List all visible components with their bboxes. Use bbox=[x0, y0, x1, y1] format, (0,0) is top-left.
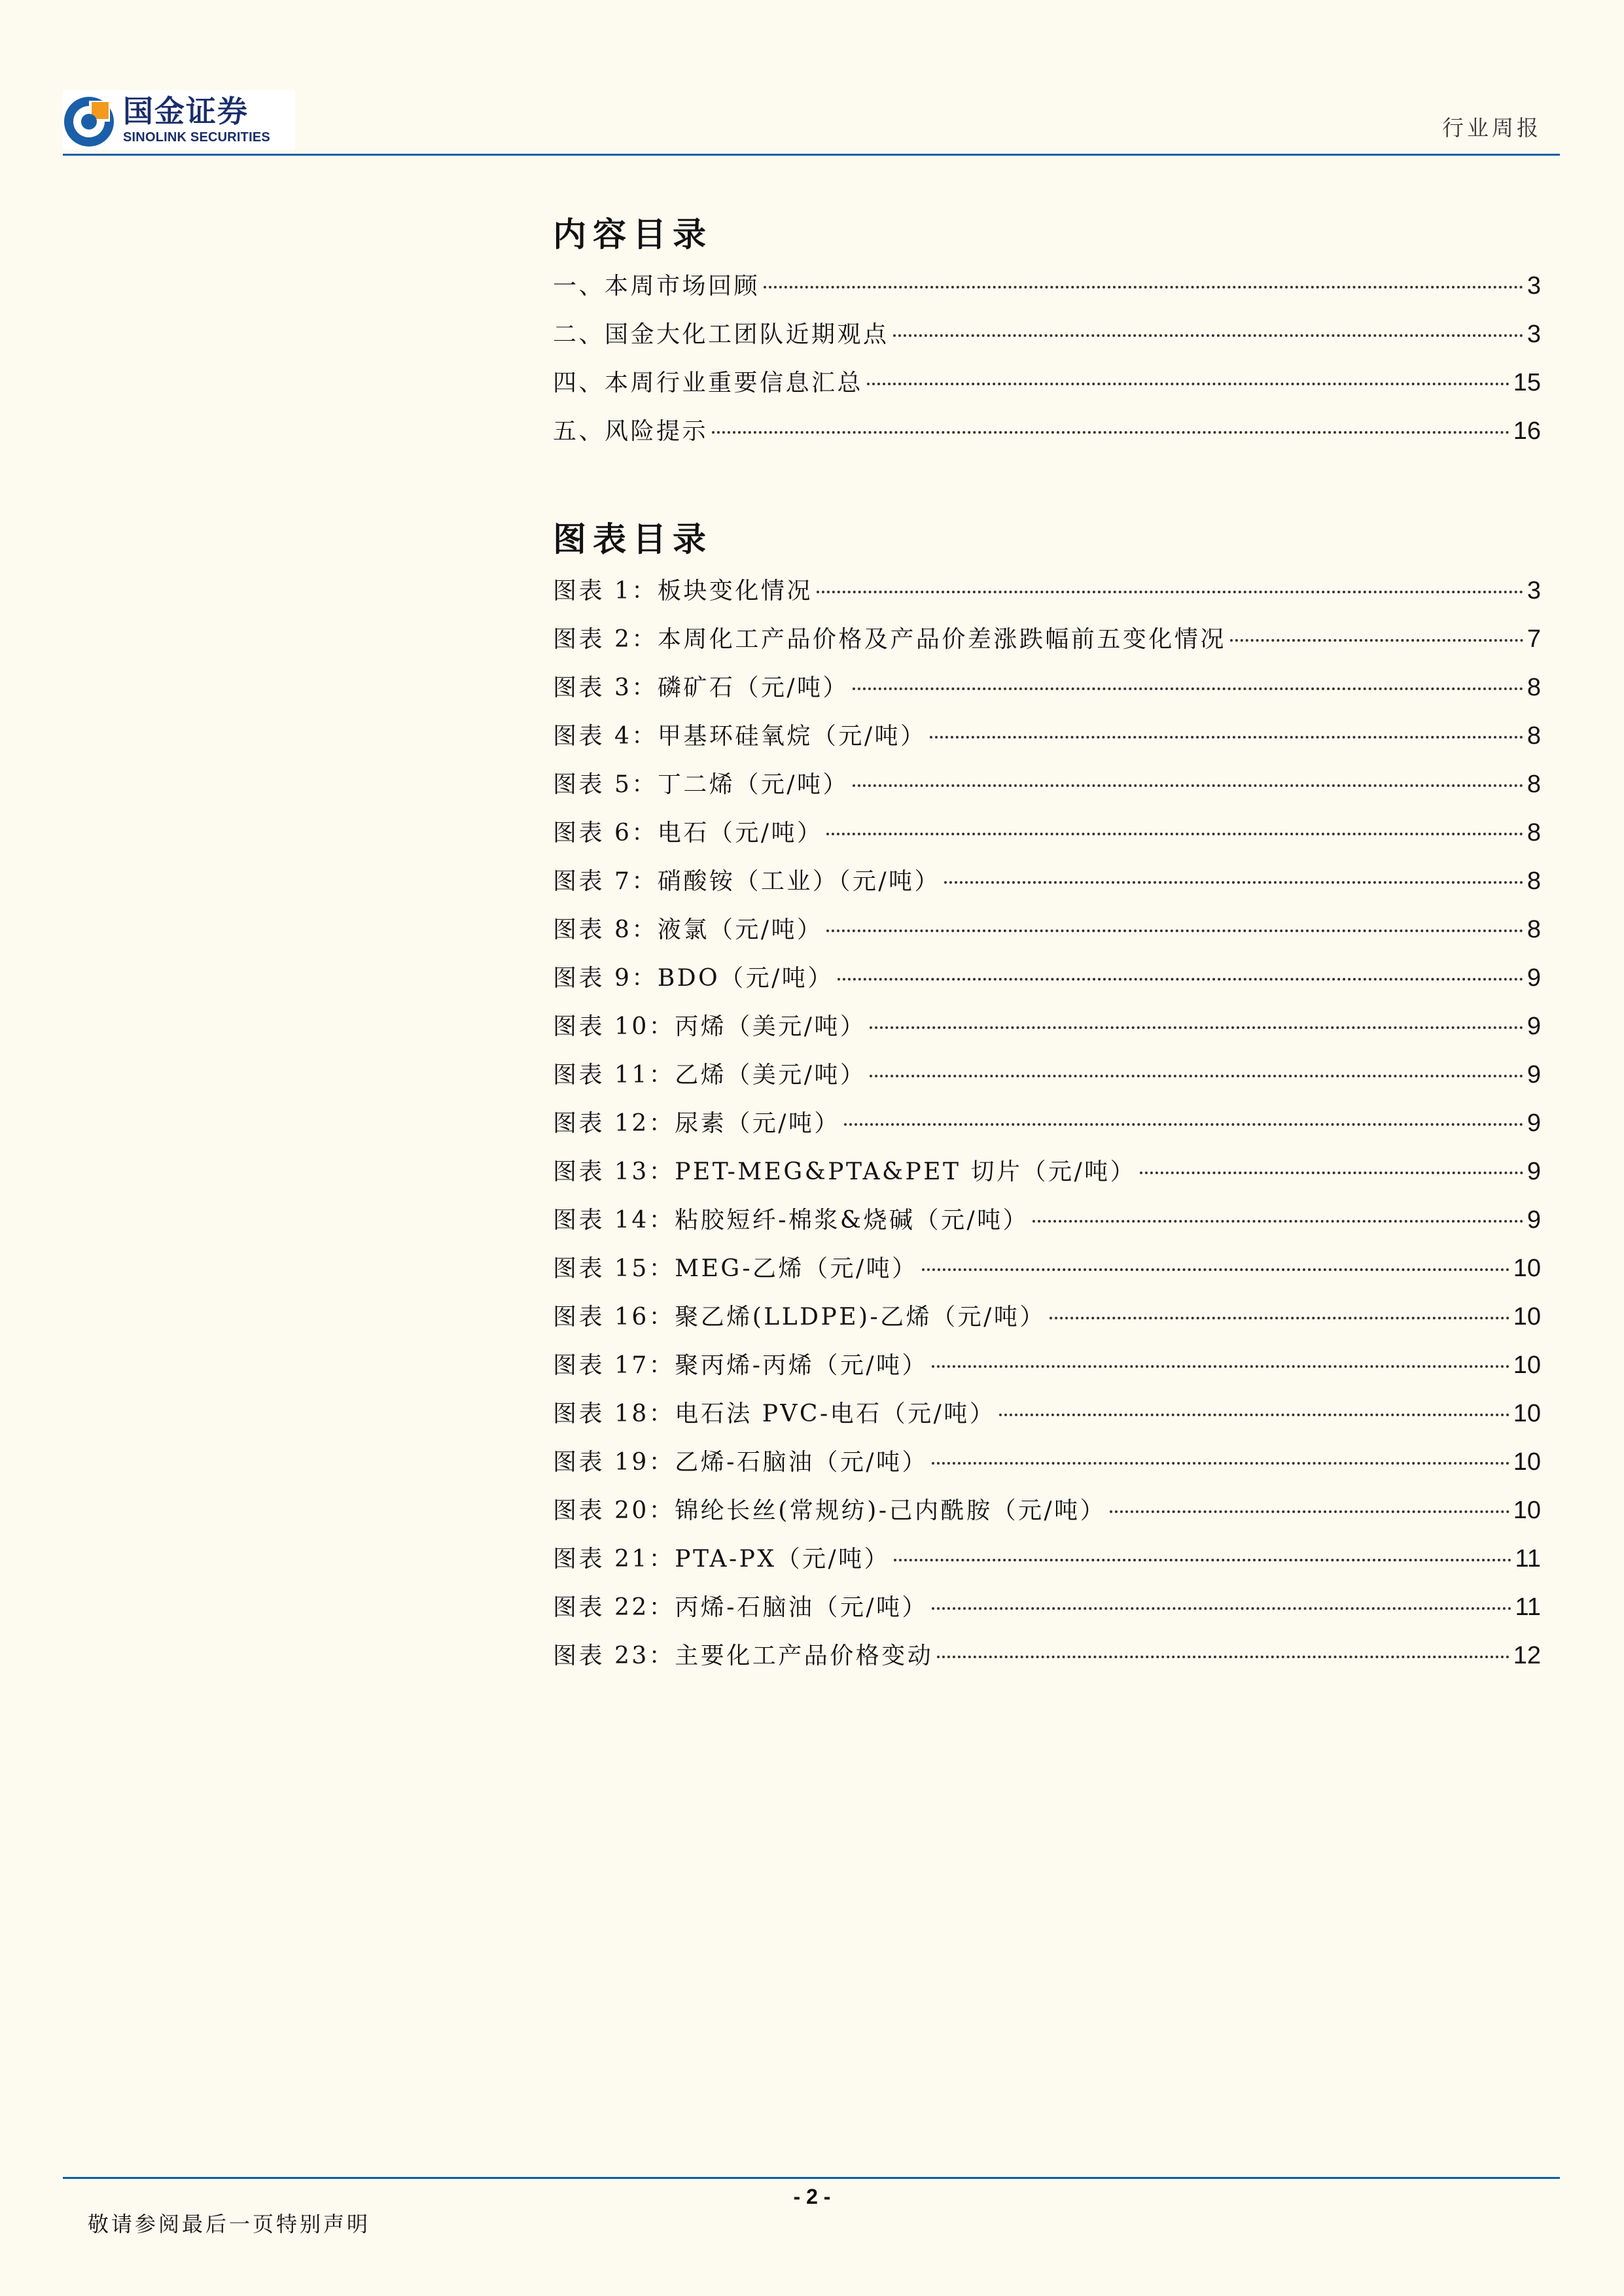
figure-entry[interactable] bbox=[553, 1293, 1541, 1341]
dot-leader bbox=[932, 1365, 1509, 1368]
figure-entry-label: 图表 8：液氯（元/吨） bbox=[553, 916, 823, 943]
figure-entry-page: 8 bbox=[1527, 916, 1541, 943]
contents-title: 内容目录 bbox=[553, 216, 713, 254]
figure-entry-page: 9 bbox=[1527, 1158, 1541, 1185]
dot-leader bbox=[712, 431, 1509, 434]
figure-entry-label: 图表 13：PET-MEG&PTA&PET 切片（元/吨） bbox=[553, 1158, 1137, 1185]
figure-entry[interactable] bbox=[553, 1196, 1541, 1244]
dot-leader bbox=[853, 784, 1523, 787]
toc-entry-page: 3 bbox=[1527, 272, 1541, 300]
header-divider bbox=[63, 154, 1560, 156]
toc-entry[interactable] bbox=[553, 358, 1541, 407]
figure-entry-label: 图表 4：甲基环硅氧烷（元/吨） bbox=[553, 723, 927, 750]
dot-leader bbox=[853, 687, 1523, 690]
figure-entry[interactable] bbox=[553, 1341, 1541, 1389]
dot-leader bbox=[944, 881, 1523, 884]
dot-leader bbox=[932, 1462, 1509, 1465]
dot-leader bbox=[844, 1123, 1523, 1126]
figure-entry-label: 图表 2：本周化工产品价格及产品价差涨跌幅前五变化情况 bbox=[553, 626, 1226, 653]
figure-entry-page: 8 bbox=[1527, 819, 1541, 846]
dot-leader bbox=[932, 1607, 1511, 1610]
figure-entry-label: 图表 16：聚乙烯(LLDPE)-乙烯（元/吨） bbox=[553, 1304, 1046, 1331]
figure-entry[interactable] bbox=[553, 857, 1541, 905]
contents-list bbox=[553, 262, 1541, 455]
logo-english-name: SINOLINK SECURITIES bbox=[123, 130, 270, 145]
figure-entry[interactable] bbox=[553, 1583, 1541, 1631]
report-type: 行业周报 bbox=[1442, 115, 1542, 141]
figure-entry-label: 图表 6：电石（元/吨） bbox=[553, 820, 823, 846]
figure-entry-page: 11 bbox=[1515, 1545, 1541, 1573]
figure-entry[interactable] bbox=[553, 1002, 1541, 1051]
figure-entry[interactable] bbox=[553, 615, 1541, 663]
figure-entry-page: 10 bbox=[1513, 1448, 1541, 1476]
figure-entry-page: 9 bbox=[1527, 964, 1541, 992]
figure-entry-label: 图表 23：主要化工产品价格变动 bbox=[553, 1643, 934, 1669]
figures-title: 图表目录 bbox=[553, 521, 713, 559]
page-header bbox=[0, 0, 1624, 157]
figure-entry-label: 图表 21：PTA-PX（元/吨） bbox=[553, 1546, 891, 1573]
figure-entry[interactable] bbox=[553, 1535, 1541, 1583]
page-number: - 2 - bbox=[793, 2185, 831, 2208]
figure-entry[interactable] bbox=[553, 663, 1541, 712]
disclaimer-note: 敬请参阅最后一页特别声明 bbox=[88, 2212, 371, 2236]
figure-entry-page: 10 bbox=[1513, 1400, 1541, 1427]
figure-entry-label: 图表 19：乙烯-石脑油（元/吨） bbox=[553, 1449, 928, 1476]
dot-leader bbox=[922, 1268, 1509, 1271]
figures-list bbox=[553, 566, 1541, 1680]
dot-leader bbox=[1033, 1220, 1523, 1223]
logo-chinese-name: 国金证券 bbox=[123, 94, 249, 129]
toc-entry[interactable] bbox=[553, 262, 1541, 310]
figure-entry-page: 9 bbox=[1527, 1061, 1541, 1088]
figure-entry-page: 9 bbox=[1527, 1109, 1541, 1137]
figure-entry-label: 图表 5：丁二烯（元/吨） bbox=[553, 771, 849, 798]
toc-entry[interactable] bbox=[553, 407, 1541, 455]
dot-leader bbox=[1110, 1510, 1509, 1513]
figure-entry[interactable] bbox=[553, 1631, 1541, 1680]
dot-leader bbox=[1230, 639, 1523, 642]
dot-leader bbox=[826, 930, 1523, 932]
toc-entry-label: 四、本周行业重要信息汇总 bbox=[553, 370, 864, 396]
figure-entry-label: 图表 12：尿素（元/吨） bbox=[553, 1110, 840, 1137]
sinolink-logo-icon bbox=[63, 96, 115, 148]
figure-entry-page: 9 bbox=[1527, 1206, 1541, 1234]
figure-entry-page: 8 bbox=[1527, 722, 1541, 750]
figures-section bbox=[553, 514, 1541, 1680]
figure-entry-label: 图表 22：丙烯-石脑油（元/吨） bbox=[553, 1594, 928, 1621]
dot-leader bbox=[764, 286, 1523, 288]
figure-entry[interactable] bbox=[553, 1486, 1541, 1535]
toc-entry-page: 15 bbox=[1513, 369, 1541, 396]
figure-entry-label: 图表 9：BDO（元/吨） bbox=[553, 965, 834, 992]
toc-entry-label: 五、风险提示 bbox=[553, 418, 709, 445]
figure-entry[interactable] bbox=[553, 1244, 1541, 1293]
figure-entry-label: 图表 1：板块变化情况 bbox=[553, 578, 813, 604]
figure-entry[interactable] bbox=[553, 1438, 1541, 1486]
figure-entry-page: 9 bbox=[1527, 1013, 1541, 1040]
figure-entry-page: 10 bbox=[1513, 1303, 1541, 1331]
figure-entry-label: 图表 10：丙烯（美元/吨） bbox=[553, 1013, 866, 1040]
figure-entry[interactable] bbox=[553, 566, 1541, 615]
dot-leader bbox=[893, 334, 1523, 337]
figure-entry-page: 10 bbox=[1513, 1351, 1541, 1379]
figure-entry-page: 8 bbox=[1527, 771, 1541, 798]
dot-leader bbox=[894, 1559, 1511, 1561]
dot-leader bbox=[1140, 1172, 1523, 1174]
figure-entry-label: 图表 3：磷矿石（元/吨） bbox=[553, 674, 849, 701]
figure-entry-label: 图表 11：乙烯（美元/吨） bbox=[553, 1062, 866, 1088]
figure-entry-page: 10 bbox=[1513, 1255, 1541, 1282]
figure-entry-label: 图表 7：硝酸铵（工业）（元/吨） bbox=[553, 868, 940, 895]
figure-entry[interactable] bbox=[553, 954, 1541, 1002]
table-of-contents bbox=[553, 209, 1541, 1680]
sinolink-logo bbox=[63, 90, 295, 149]
figure-entry[interactable] bbox=[553, 809, 1541, 857]
toc-entry-label: 一、本周市场回顾 bbox=[553, 273, 760, 300]
toc-entry[interactable] bbox=[553, 310, 1541, 358]
contents-section bbox=[553, 209, 1541, 455]
figure-entry-page: 10 bbox=[1513, 1497, 1541, 1524]
figure-entry-page: 7 bbox=[1527, 625, 1541, 653]
dot-leader bbox=[937, 1656, 1509, 1658]
figure-entry[interactable] bbox=[553, 1147, 1541, 1196]
toc-entry-page: 3 bbox=[1527, 321, 1541, 348]
figure-entry-label: 图表 15：MEG-乙烯（元/吨） bbox=[553, 1255, 918, 1282]
dot-leader bbox=[870, 1026, 1523, 1029]
dot-leader bbox=[870, 1075, 1523, 1077]
dot-leader bbox=[867, 383, 1509, 385]
figure-entry[interactable] bbox=[553, 1051, 1541, 1099]
dot-leader bbox=[838, 978, 1523, 981]
figure-entry-page: 3 bbox=[1527, 577, 1541, 604]
footer-divider bbox=[63, 2177, 1560, 2179]
figure-entry-label: 图表 18：电石法 PVC-电石（元/吨） bbox=[553, 1400, 996, 1427]
figure-entry-label: 图表 20：锦纶长丝(常规纺)-己内酰胺（元/吨） bbox=[553, 1497, 1106, 1524]
dot-leader bbox=[999, 1414, 1509, 1416]
figure-entry-page: 8 bbox=[1527, 674, 1541, 701]
dot-leader bbox=[826, 833, 1523, 835]
dot-leader bbox=[1050, 1317, 1509, 1319]
figure-entry[interactable] bbox=[553, 1099, 1541, 1147]
figure-entry-label: 图表 14：粘胶短纤-棉浆&烧碱（元/吨） bbox=[553, 1207, 1029, 1234]
figure-entry[interactable] bbox=[553, 760, 1541, 809]
figure-entry-label: 图表 17：聚丙烯-丙烯（元/吨） bbox=[553, 1352, 928, 1379]
figure-entry[interactable] bbox=[553, 1389, 1541, 1438]
figure-entry-page: 11 bbox=[1515, 1593, 1541, 1621]
toc-entry-page: 16 bbox=[1513, 417, 1541, 445]
toc-entry-label: 二、国金大化工团队近期观点 bbox=[553, 321, 889, 348]
figure-entry[interactable] bbox=[553, 905, 1541, 954]
figure-entry-page: 12 bbox=[1513, 1642, 1541, 1669]
figure-entry-page: 8 bbox=[1527, 867, 1541, 895]
figure-entry[interactable] bbox=[553, 712, 1541, 760]
dot-leader bbox=[930, 736, 1523, 739]
dot-leader bbox=[817, 591, 1523, 593]
